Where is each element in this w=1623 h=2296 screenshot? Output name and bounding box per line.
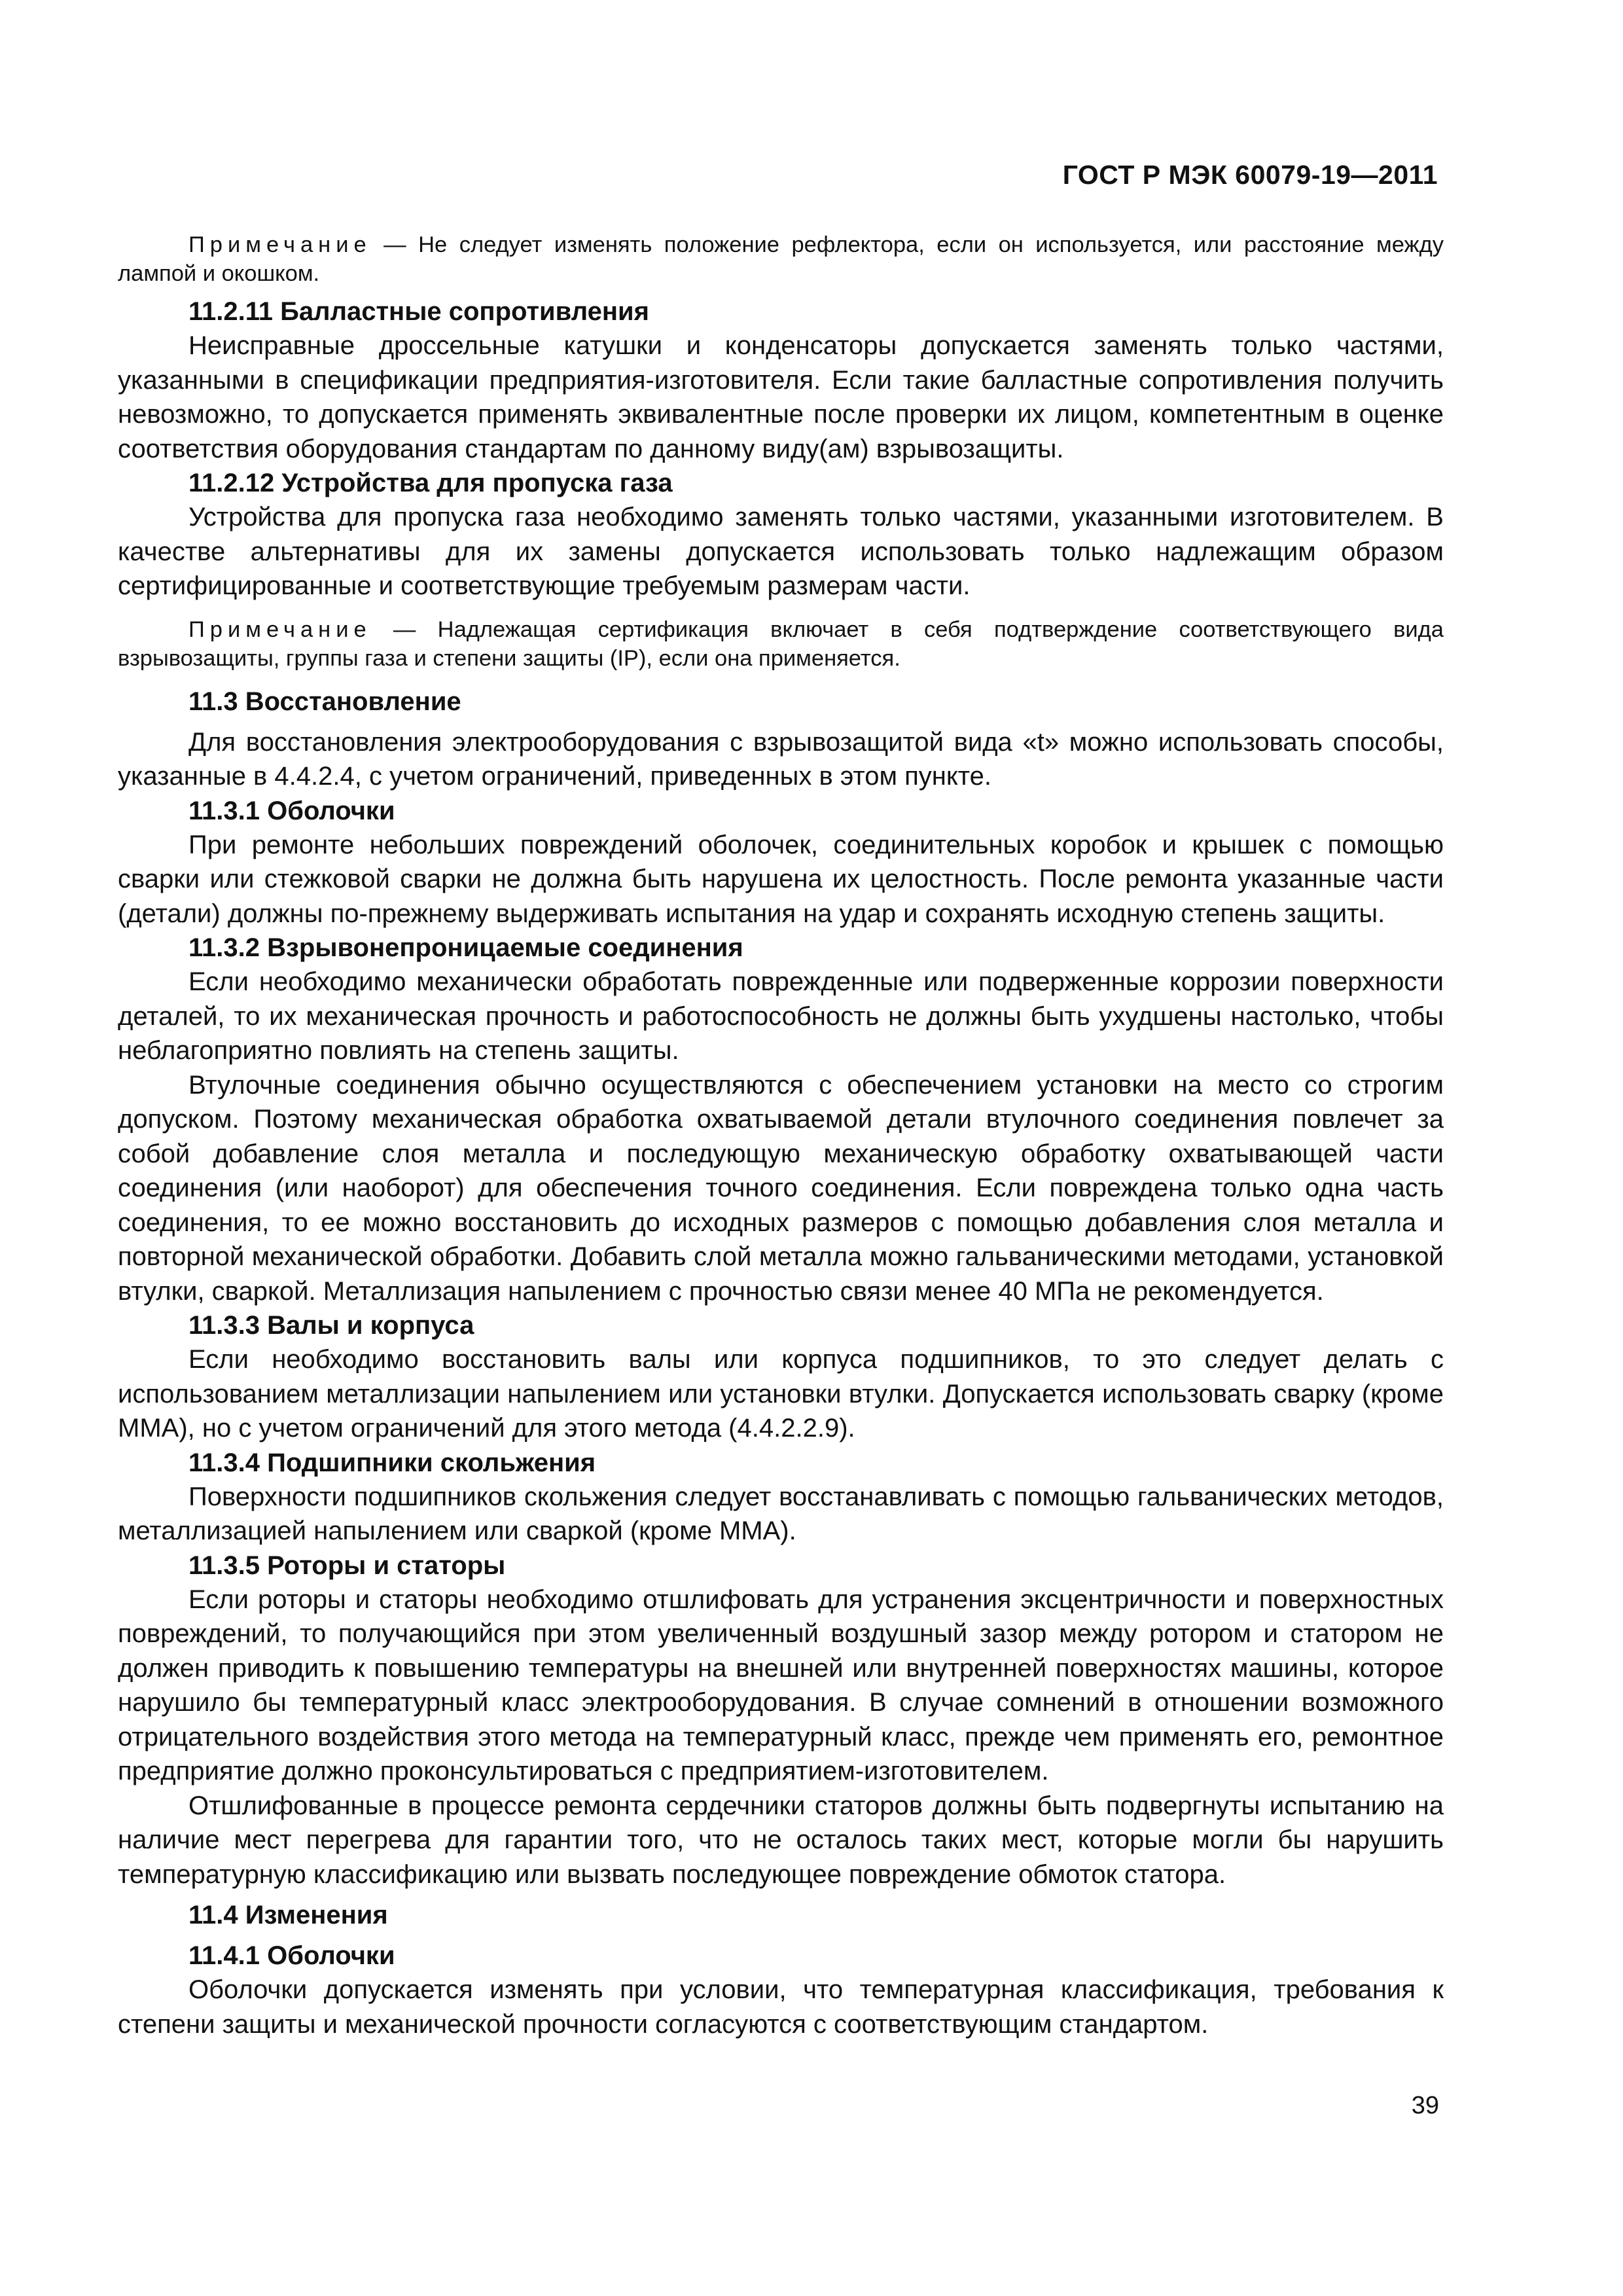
section-heading: 11.4 Изменения	[188, 1901, 388, 1929]
section-heading: 11.3.3 Валы и корпуса	[188, 1311, 474, 1340]
note	[118, 615, 1444, 673]
section-heading: 11.3.2 Взрывонепроницаемые соединения	[188, 933, 743, 962]
paragraph: При ремонте небольших повреждений оболочек, соединительных коробок и крышек с помощью сварки или стежковой сварки не должна быть нарушена их целостность. После ремонта указанные части (детали) должны по-прежнему выдерживать испытания на удар и сохранять исходную степень защиты.	[118, 830, 1444, 928]
section-heading: 11.3.4 Подшипники скольжения	[188, 1448, 596, 1477]
paragraph: Втулочные соединения обычно осуществляются с обеспечением установки на место со строгим допуском. Поэтому механическая обработка охватываемой детали втулочного соединения повлечет за собой добавление слоя металла и последующую механическую обработку охватывающей части соединения (или наоборот) для обеспечения точного соединения. Если повреждена только одна часть соединения, то ее можно восстановить до исходных размеров с помощью добавления слоя металла и повторной механической обработки. Добавить слой металла можно гальваническими методами, установкой втулки, сваркой. Металлизация напылением с прочностью связи менее 40 МПа не рекомендуется.	[118, 1070, 1444, 1306]
paragraph: Для восстановления электрооборудования с взрывозащитой вида «t» можно использовать способы, указанные в 4.4.2.4, с учетом ограничений, приведенных в этом пункте.	[118, 727, 1444, 791]
note-text: Надлежащая сертификация включает в себя подтверждение соответствующего вида взрывозащиты, группы газа и степени защиты (IP), если она применяется.	[118, 617, 1444, 671]
note-label: Примечание	[188, 232, 372, 257]
paragraph: Поверхности подшипников скольжения следует восстанавливать с помощью гальванических методов, металлизацией напылением или сваркой (кроме ММА).	[118, 1482, 1444, 1545]
document-body	[118, 230, 1444, 2041]
paragraph: Отшлифованные в процессе ремонта сердечники статоров должны быть подвергнуты испытанию на наличие мест перегрева для гарантии того, что не осталось таких мест, которые могли бы нарушить температурную классификацию или вызвать последующее повреждение обмоток статора.	[118, 1791, 1444, 1889]
page-number: 39	[1411, 2092, 1439, 2119]
section-heading: 11.4.1 Оболочки	[188, 1941, 395, 1970]
note-text: Не следует изменять положение рефлектора, если он используется, или расстояние между лампой и окошком.	[118, 232, 1444, 286]
document-header: ГОСТ Р МЭК 60079-19—2011	[1062, 160, 1438, 190]
section-heading: 11.2.11 Балластные сопротивления	[188, 297, 649, 326]
section-heading: 11.3.1 Оболочки	[188, 796, 395, 825]
section-heading: 11.3 Восстановление	[188, 687, 461, 716]
paragraph: Если роторы и статоры необходимо отшлифовать для устранения эксцентричности и поверхностных повреждений, то получающийся при этом увеличенный воздушный зазор между ротором и статором не должен приводить к повышению температуры на внешней или внутренней поверхностях машины, которое нарушило бы температурный класс электрооборудования. В случае сомнений в отношении возможного отрицательного воздействия этого метода на температурный класс, прежде чем применять его, ремонтное предприятие должно проконсультироваться с предприятием-изготовителем.	[118, 1585, 1444, 1785]
note-dash: —	[371, 617, 438, 642]
paragraph: Оболочки допускается изменять при условии, что температурная классификация, требования к степени защиты и механической прочности согласуются с соответствующим стандартом.	[118, 1975, 1444, 2039]
note-label: Примечание	[188, 617, 372, 642]
paragraph: Неисправные дроссельные катушки и конденсаторы допускается заменять только частями, указанными в спецификации предприятия-изготовителя. Если такие балластные сопротивления получить невозможно, то допускается применять эквивалентные после проверки их лицом, компетентным в оценке соответствия оборудования стандартам по данному виду(ам) взрывозащиты.	[118, 331, 1444, 463]
note	[118, 230, 1444, 288]
paragraph: Если необходимо восстановить валы или корпуса подшипников, то это следует делать с использованием металлизации напылением или установки втулки. Допускается использовать сварку (кроме ММА), но с учетом ограничений для этого метода (4.4.2.2.9).	[118, 1345, 1444, 1443]
paragraph: Если необходимо механически обработать поврежденные или подверженные коррозии поверхности деталей, то их механическая прочность и работоспособность не должны быть ухудшены настолько, чтобы неблагоприятно повлиять на степень защиты.	[118, 967, 1444, 1065]
note-dash: —	[371, 232, 419, 257]
section-heading: 11.2.12 Устройства для пропуска газа	[188, 469, 673, 497]
section-heading: 11.3.5 Роторы и статоры	[188, 1551, 506, 1580]
paragraph: Устройства для пропуска газа необходимо заменять только частями, указанными изготовителем. В качестве альтернативы для их замены допускается использовать только надлежащим образом сертифицированные и соответствующие требуемым размерам части.	[118, 503, 1444, 600]
